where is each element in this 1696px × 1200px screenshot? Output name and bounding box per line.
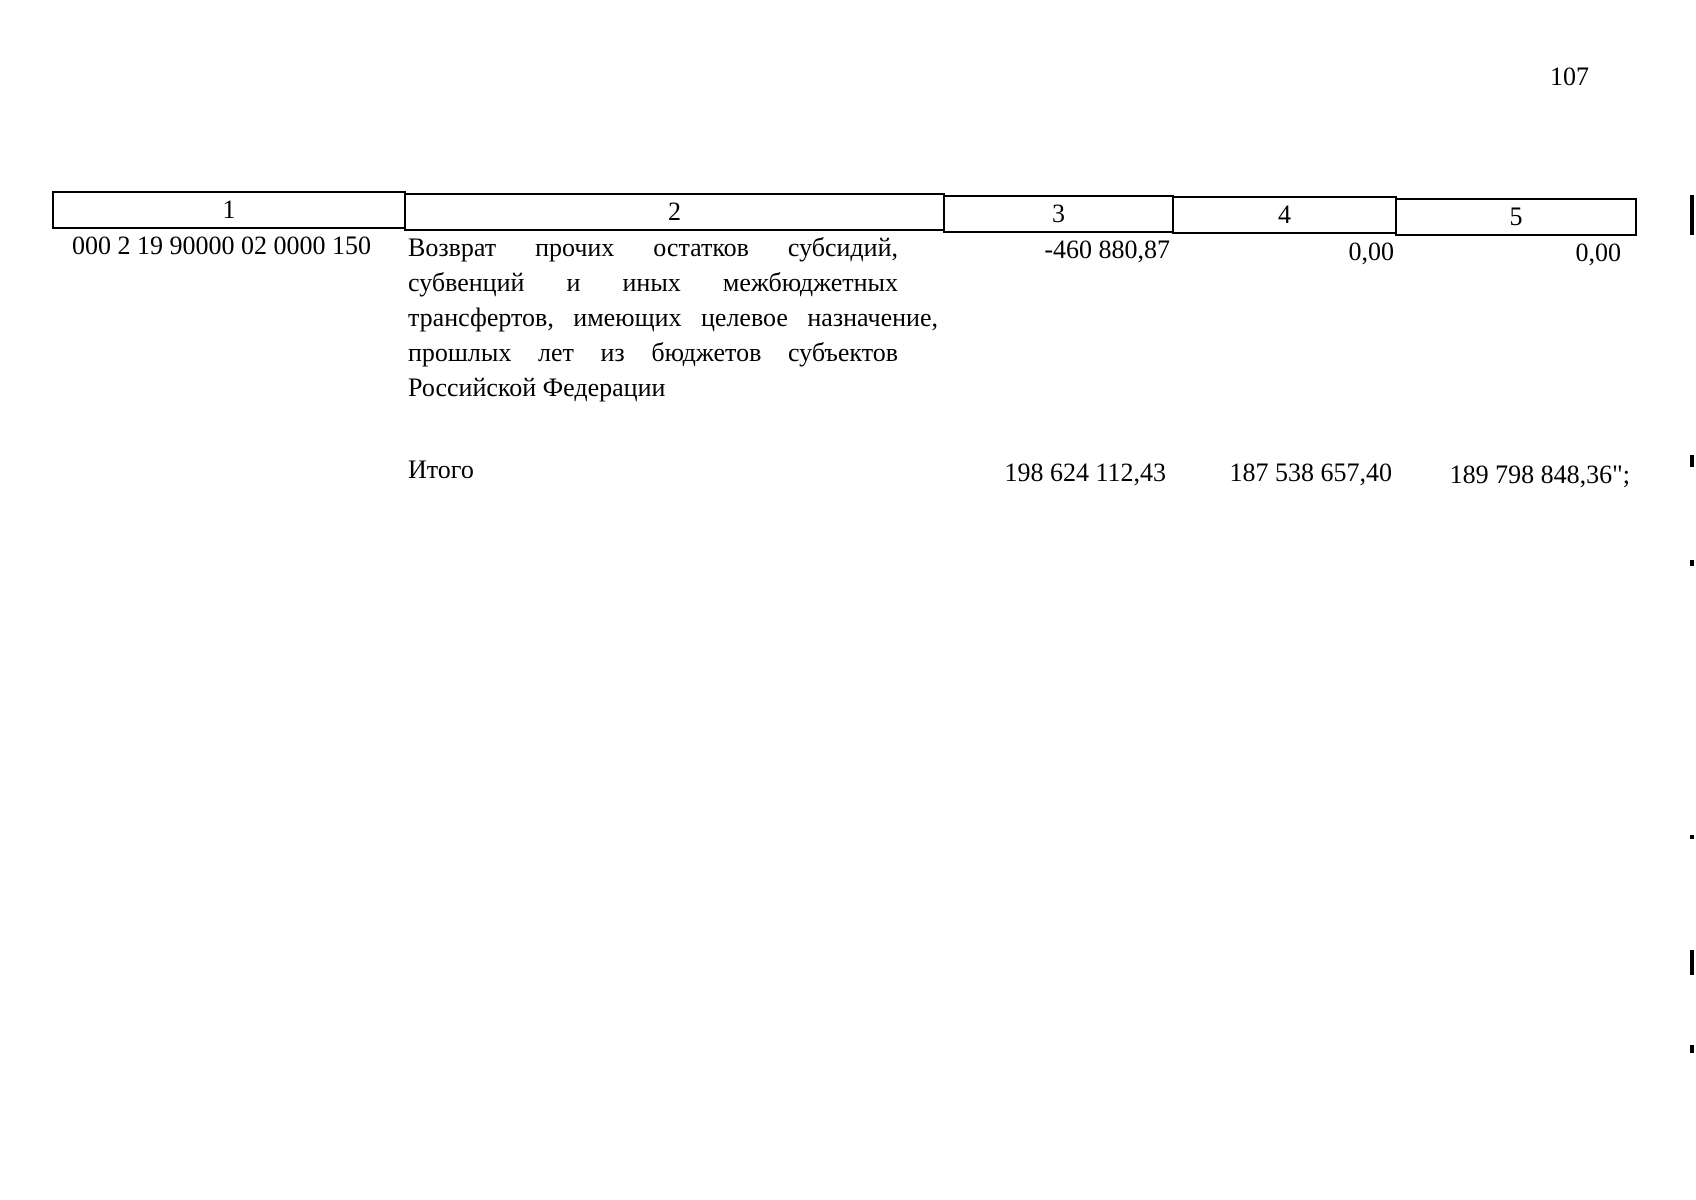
row-value-col3: -460 880,87 [1044,235,1170,264]
header-label-5: 5 [1509,202,1523,231]
header-cell-1 [52,191,406,229]
header-label-2: 2 [668,197,681,226]
description-line: Российской Федерации [408,373,666,402]
scan-edge-mark [1690,950,1694,975]
row-value-col5: 0,00 [1575,238,1621,267]
header-cell-3 [943,195,1174,233]
description-line: субвенций и иных межбюджетных [408,268,898,297]
scan-edge-mark [1690,835,1694,839]
total-label: Итого [408,455,474,484]
header-label-1: 1 [222,195,236,224]
scan-edge-mark [1690,455,1694,467]
scan-edge-mark [1690,1045,1694,1053]
page-number: 107 [1550,62,1589,91]
header-label-3: 3 [1052,199,1065,228]
description-line: Возврат прочих остатков субсидий, [408,233,898,262]
total-value-col5: 189 798 848,36"; [1449,460,1630,489]
scan-edge-mark [1690,195,1694,235]
scan-edge-mark [1690,560,1694,566]
total-value-col3: 198 624 112,43 [1004,458,1166,487]
header-cell-2 [404,193,945,231]
description-line: трансфертов, имеющих целевое назначение, [408,303,938,332]
row-value-col4: 0,00 [1348,237,1394,266]
description-line: прошлых лет из бюджетов субъектов [408,338,898,367]
row-description [408,230,938,405]
header-cell-5 [1395,198,1637,236]
header-label-4: 4 [1278,200,1291,229]
budget-code: 000 2 19 90000 02 0000 150 [72,231,371,260]
header-cell-4 [1172,196,1397,234]
total-value-col4: 187 538 657,40 [1229,458,1392,487]
